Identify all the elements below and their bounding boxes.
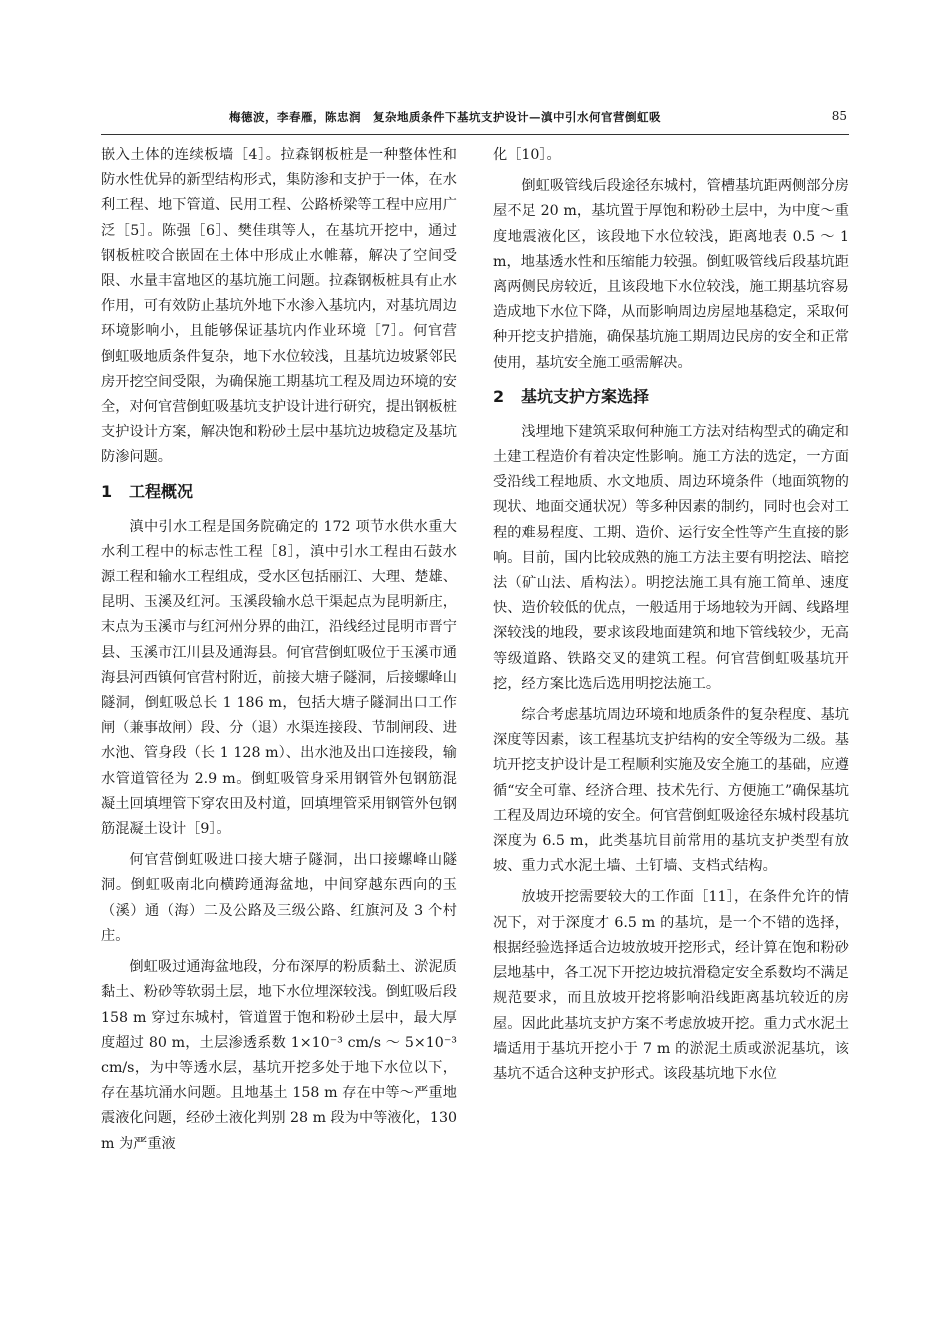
- right-column: [493, 143, 849, 1087]
- paragraph: 倒虹吸管线后段途径东城村，管槽基坑距两侧部分房屋不足 20 m，基坑置于厚饱和粉砂土层中，为中度～重度地震液化区，该段地下水位较浅，距离地表 0.5 ～ 1 m，地基透水性和压缩能力较强。倒虹吸管线后段基坑距离两侧民房较近，且该段地下水位较浅，施工期基坑容易造成地下水位下降，从而影响周边房屋地基稳定，采取何种开挖支护措施，确保基坑施工期周边民房的安全和正常使用，基坑安全施工亟需解决。: [493, 178, 849, 371]
- section-number: 1: [101, 481, 113, 501]
- paragraph: 何官营倒虹吸进口接大塘子隧洞，出口接螺峰山隧洞。倒虹吸南北向横跨通海盆地，中间穿越东西向的玉（溪）通（海）二及公路及三级公路、红旗河及 3 个村庄。: [101, 852, 457, 944]
- paragraph: 化［10］。: [493, 147, 561, 163]
- page-number: 85: [831, 109, 847, 123]
- running-header: [101, 100, 849, 135]
- paragraph: 放坡开挖需要较大的工作面［11］，在条件允许的情况下，对于深度才 6.5 m 的基坑，是一个不错的选择，根据经验选择适合边坡放坡开挖形式，经计算在饱和粉砂层地基中，各工况下开挖边坡抗滑稳定安全系数均不满足规范要求，而且放坡开挖将影响沿线距离基坑较近的房屋。因此此基坑支护方案不考虑放坡开挖。重力式水泥土墙适用于基坑开挖小于 7 m 的淤泥土质或淤泥基坑，该基坑不适合这种支护形式。该段基坑地下水位: [493, 889, 849, 1082]
- section-heading-1: [101, 479, 457, 505]
- section-heading-2: [493, 384, 849, 410]
- paragraph: 滇中引水工程是国务院确定的 172 项节水供水重大水利工程中的标志性工程［8］，滇中引水工程由石鼓水源工程和输水工程组成，受水区包括丽江、大理、楚雄、昆明、玉溪及红河。玉溪段输水总干渠起点为昆明新庄，末点为玉溪市与红河州分界的曲江，沿线经过昆明市晋宁县、玉溪市江川县及通海县。何官营倒虹吸位于玉溪市通海县河西镇何官营村附近，前接大塘子隧洞，后接螺峰山隧洞，倒虹吸总长 1 186 m，包括大塘子隧洞出口工作闸（兼事故闸）段、分（退）水渠连接段、节制闸段、进水池、管身段（长 1 128 m）、出水池及出口连接段，输水管道管径为 2.9 m。倒虹吸管身采用钢管外包钢筋混凝土回填埋管下穿农田及村道，回填埋管采用钢管外包钢筋混凝土设计［9］。: [101, 518, 457, 838]
- paragraph: 嵌入土体的连续板墙［4］。拉森钢板桩是一种整体性和防水性优异的新型结构形式，集防渗和支护于一体，在水利工程、地下管道、民用工程、公路桥梁等工程中应用广泛［5］。陈强［6］、樊佳琪等人，在基坑开挖中，通过钢板桩咬合嵌固在土体中形成止水帷幕，解决了空间受限、水量丰富地区的基坑施工问题。拉森钢板桩具有止水作用，可有效防止基坑外地下水渗入基坑内，对基坑周边环境影响小，且能够保证基坑内作业环境［7］。何官营倒虹吸地质条件复杂，地下水位较浅，且基坑边坡紧邻民房开挖空间受限，为确保施工期基坑工程及周边环境的安全，对何官营倒虹吸基坑支护设计进行研究，提出钢板桩支护设计方案，解决饱和粉砂土层中基坑边坡稳定及基坑防渗问题。: [101, 147, 457, 466]
- section-title: 工程概况: [129, 481, 194, 501]
- section-title: 基坑支护方案选择: [521, 386, 650, 406]
- paragraph: 综合考虑基坑周边环境和地质条件的复杂程度、基坑深度等因素，该工程基坑支护结构的安全等级为二级。基坑开挖支护设计是工程顺利实施及安全施工的基础，应遵循“安全可靠、经济合理、技术先行、方便施工”确保基坑工程及周边环境的安全。何官营倒虹吸途径东城村段基坑深度为 6.5 m，此类基坑目前常用的基坑支护类型有放坡、重力式水泥土墙、土钉墙、支档式结构。: [493, 707, 849, 875]
- left-column: [101, 143, 457, 1157]
- paragraph: 浅埋地下建筑采取何种施工方法对结构型式的确定和土建工程造价有着决定性影响。施工方法的选定，一方面受沿线工程地质、水文地质、周边环境条件（地面筑物的现状、地面交通状况）等多种因素的制约，同时也会对工程的难易程度、工期、造价、运行安全性等产生直接的影响。目前，国内比较成熟的施工方法主要有明挖法、暗挖法（矿山法、盾构法）。明挖法施工具有施工简单、速度快、造价较低的优点，一般适用于场地较为开阔、线路埋深较浅的地段，要求该段地面建筑和地下管线较少，无高等级道路、铁路交叉的建筑工程。何官营倒虹吸基坑开挖，经方案比选后选用明挖法施工。: [493, 423, 849, 692]
- running-title: 梅德波，李春雁，陈忠润 复杂地质条件下基坑支护设计—滇中引水何官营倒虹吸: [229, 110, 661, 124]
- section-number: 2: [493, 386, 505, 406]
- paragraph: 倒虹吸过通海盆地段，分布深厚的粉质黏土、淤泥质黏土、粉砂等软弱土层，地下水位埋深较浅。倒虹吸后段 158 m 穿过东城村，管道置于饱和粉砂土层中，最大厚度超过 80 m，土层渗透系数 1×10⁻³ cm/s ～ 5×10⁻³ cm/s，为中等透水层，基坑开挖多处于地下水位以下，存在基坑涌水问题。且地基土 158 m 存在中等～严重地震液化问题，经砂土液化判别 28 m 段为中等液化，130 m 为严重液: [101, 959, 457, 1152]
